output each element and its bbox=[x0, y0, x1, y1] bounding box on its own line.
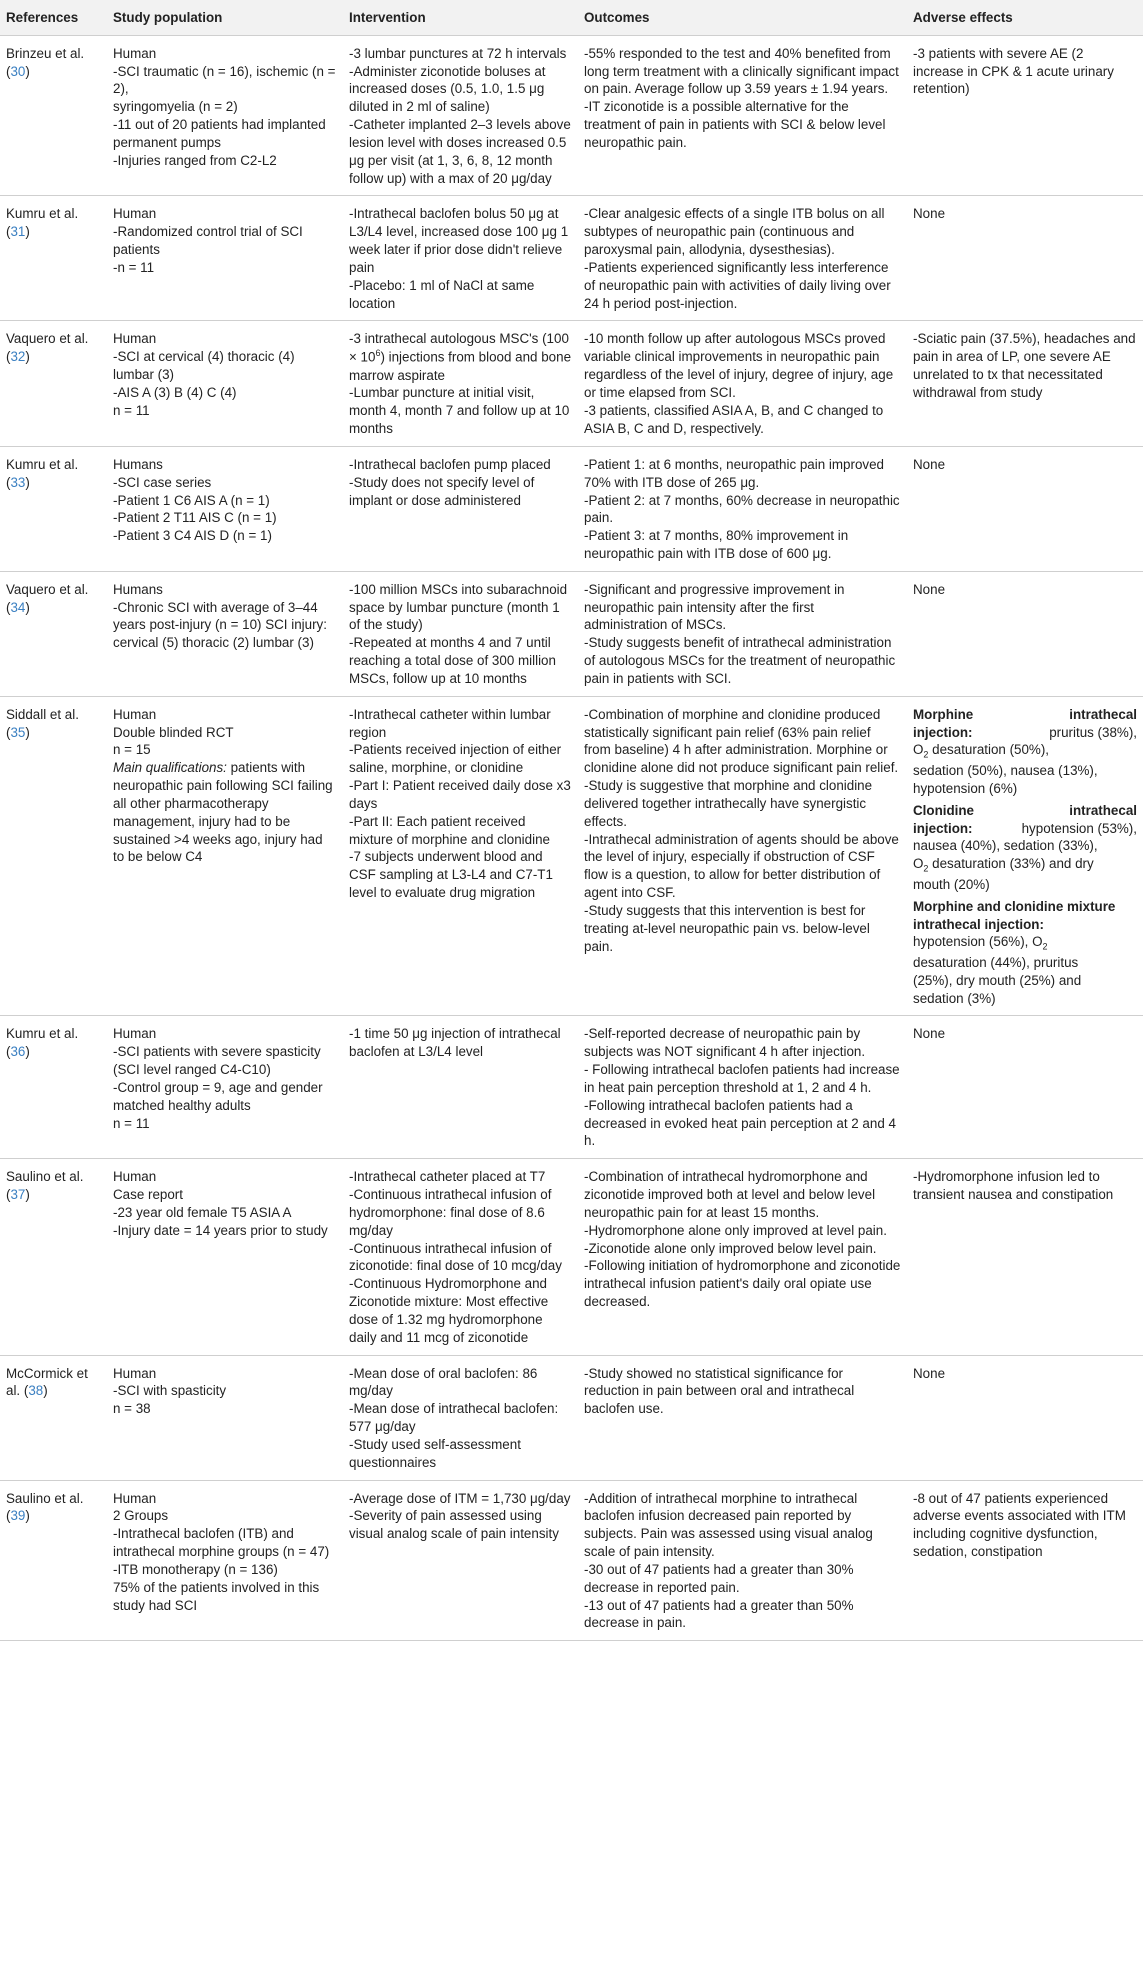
ae-clonidine-line bbox=[913, 820, 1137, 838]
reference-author: Kumru et al. bbox=[6, 456, 79, 472]
population-line: -Patient 2 T11 AIS C (n = 1) bbox=[113, 510, 277, 526]
cell-intervention bbox=[343, 1016, 578, 1159]
population-line: Human bbox=[113, 706, 157, 722]
cell-reference: Vaquero et al. (32) bbox=[0, 321, 107, 446]
intervention-line: -Placebo: 1 ml of NaCl at same location bbox=[349, 277, 535, 311]
table-row bbox=[0, 321, 1143, 446]
population-qualifications-text: patients with neuropathic pain following SCI failing all other pharmacotherapy management, injury had to be sustained >4 weeks ago, injury had to be below C4 bbox=[113, 760, 333, 865]
outcome-line: -Study suggests benefit of intrathecal administration of autologous MSCs for the treatment of neuropathic pain in patients with SCI. bbox=[584, 635, 896, 686]
ae-clonidine-line: mouth (20%) bbox=[913, 876, 990, 892]
header-study-population: Study population bbox=[107, 0, 343, 35]
population-line: -Chronic SCI with average of 3–44 years post-injury (n = 10) SCI injury: cervical (5) thoracic (2) lumbar (3) bbox=[113, 599, 327, 651]
ae-text: desaturation (50%), bbox=[928, 742, 1050, 758]
outcome-line: -Combination of morphine and clonidine produced statistically significant pain relief (63% pain relief from baseline) 4 h after administration. Morphine or clonidine alone did not produce significant pain relief. bbox=[584, 706, 899, 776]
cell-adverse-effects bbox=[907, 1159, 1143, 1355]
ae-morphine-line: hypotension (6%) bbox=[913, 780, 1018, 796]
intervention-line: -Intrathecal catheter within lumbar region bbox=[349, 706, 551, 740]
adverse-effect-line: -Sciatic pain (37.5%), headaches and pain in area of LP, one severe AE unrelated to tx that necessitated withdrawal from study bbox=[913, 331, 1136, 400]
outcome-line: -Following initiation of hydromorphone and ziconotide intrathecal infusion patient's daily oral opiate use decreased. bbox=[584, 1258, 901, 1310]
ae-subscript: 2 bbox=[923, 750, 929, 761]
population-line: Humans bbox=[113, 456, 163, 472]
intervention-line: -3 lumbar punctures at 72 h intervals bbox=[349, 45, 567, 61]
ae-clonidine-heading bbox=[913, 802, 1137, 820]
reference-author: McCormick et al. bbox=[6, 1365, 88, 1399]
ae-mixture-line: sedation (3%) bbox=[913, 990, 996, 1006]
cell-adverse-effects bbox=[907, 1355, 1143, 1480]
adverse-effect-line: None bbox=[913, 1365, 946, 1381]
intervention-text: ) injections from blood and bone marrow aspirate bbox=[349, 349, 572, 383]
cell-study-population bbox=[107, 1159, 343, 1355]
population-line: -Injury date = 14 years prior to study bbox=[113, 1222, 328, 1238]
cell-intervention bbox=[343, 321, 578, 446]
cell-study-population bbox=[107, 321, 343, 446]
cell-reference: Saulino et al. (39) bbox=[0, 1480, 107, 1641]
population-line: Human bbox=[113, 206, 157, 222]
ae-morphine-line bbox=[913, 724, 1137, 742]
ae-mixture-heading: Morphine and clonidine mixture intrathecal injection: bbox=[913, 898, 1116, 932]
outcome-line: -Study suggests that this intervention is best for treating at-level neuropathic pain vs. below-level pain. bbox=[584, 902, 870, 954]
intervention-line: -Administer ziconotide boluses at increased doses (0.5, 1.0, 1.5 μg diluted in 2 ml of saline) bbox=[349, 63, 546, 115]
cell-outcomes bbox=[578, 1480, 907, 1641]
cell-outcomes bbox=[578, 321, 907, 446]
intervention-line: -7 subjects underwent blood and CSF sampling at L3-L4 and C7-T1 level to evaluate drug migration bbox=[349, 849, 553, 901]
cell-study-population bbox=[107, 446, 343, 571]
population-line: Human bbox=[113, 1169, 157, 1185]
outcome-line: -Study is suggestive that morphine and clonidine delivered together intrathecally have synergistic effects. bbox=[584, 778, 873, 829]
intervention-line: -Catheter implanted 2–3 levels above lesion level with doses increased 0.5 μg per visit (at 1, 3, 6, 8, 12 month follow up) with a max of 20 μg/day bbox=[349, 117, 571, 186]
ae-text: desaturation (33%) and dry bbox=[928, 856, 1094, 872]
reference-link[interactable]: 38 bbox=[28, 1383, 44, 1399]
table-row bbox=[0, 1016, 1143, 1159]
population-line: -SCI case series bbox=[113, 474, 212, 490]
population-line: 75% of the patients involved in this study had SCI bbox=[113, 1579, 320, 1613]
intervention-line: -1 time 50 μg injection of intrathecal baclofen at L3/L4 level bbox=[349, 1026, 561, 1060]
intervention-line: -100 million MSCs into subarachnoid space by lumbar puncture (month 1 of the study) bbox=[349, 581, 568, 633]
cell-reference: Kumru et al. (33) bbox=[0, 446, 107, 571]
ae-morphine-label: injection: bbox=[913, 724, 973, 740]
cell-intervention bbox=[343, 1480, 578, 1641]
cell-intervention bbox=[343, 446, 578, 571]
intervention-line: -Study does not specify level of implant or dose administered bbox=[349, 474, 535, 508]
ae-morphine-label: Morphine bbox=[913, 706, 974, 722]
outcome-line: -Intrathecal administration of agents should be above the level of injury, especially if obstruction of CSF flow is a question, to allow for better distribution of agent into CSF. bbox=[584, 831, 899, 901]
cell-outcomes bbox=[578, 1355, 907, 1480]
cell-intervention bbox=[343, 696, 578, 1016]
population-line: -SCI patients with severe spasticity (SCI level ranged C4-C10) bbox=[113, 1044, 321, 1078]
table-row bbox=[0, 446, 1143, 571]
ae-subscript: 2 bbox=[1042, 942, 1048, 953]
cell-adverse-effects bbox=[907, 196, 1143, 321]
ae-clonidine-line: nausea (40%), sedation (33%), bbox=[913, 838, 1098, 854]
population-line: -Injuries ranged from C2-L2 bbox=[113, 152, 277, 168]
ae-morphine-line: sedation (50%), nausea (13%), bbox=[913, 763, 1098, 779]
cell-outcomes bbox=[578, 196, 907, 321]
cell-reference: McCormick et al. (38) bbox=[0, 1355, 107, 1480]
intervention-line: -Part II: Each patient received mixture of morphine and clonidine bbox=[349, 813, 550, 847]
population-line: -AIS A (3) B (4) C (4) bbox=[113, 384, 237, 400]
intervention-line: -Patients received injection of either saline, morphine, or clonidine bbox=[349, 742, 562, 776]
reference-link[interactable]: 34 bbox=[10, 599, 26, 615]
outcome-line: -Clear analgesic effects of a single ITB bolus on all subtypes of neuropathic pain (continuous and paroxysmal pain, allodynia, dysesthesias). bbox=[584, 206, 885, 258]
population-line: Human bbox=[113, 331, 157, 347]
table-body bbox=[0, 35, 1143, 1640]
reference-author: Vaquero et al. bbox=[6, 331, 89, 347]
intervention-line bbox=[349, 330, 572, 384]
reference-author: Saulino et al. bbox=[6, 1490, 84, 1506]
outcome-line: -Patient 1: at 6 months, neuropathic pain improved 70% with ITB dose of 265 μg. bbox=[584, 456, 884, 490]
intervention-superscript: 6 bbox=[375, 348, 381, 359]
population-qualifications-label: Main qualifications: bbox=[113, 760, 227, 776]
population-line: -Patient 3 C4 AIS D (n = 1) bbox=[113, 528, 272, 544]
cell-reference: Brinzeu et al. (30) bbox=[0, 35, 107, 196]
cell-reference: Siddall et al. (35) bbox=[0, 696, 107, 1016]
population-line: n = 11 bbox=[113, 402, 150, 418]
reference-author: Saulino et al. bbox=[6, 1169, 84, 1185]
intervention-line: -Part I: Patient received daily dose x3 days bbox=[349, 778, 571, 811]
cell-study-population bbox=[107, 35, 343, 196]
intervention-line: -Repeated at months 4 and 7 until reaching a total dose of 300 million MSCs, follow up at 10 months bbox=[349, 635, 556, 686]
population-line: Case report bbox=[113, 1187, 183, 1203]
population-line: -ITB monotherapy (n = 136) bbox=[113, 1561, 278, 1577]
table-row bbox=[0, 1480, 1143, 1641]
cell-study-population bbox=[107, 1480, 343, 1641]
cell-reference: Vaquero et al. (34) bbox=[0, 571, 107, 696]
outcome-line: -Ziconotide alone only improved below level pain. bbox=[584, 1240, 877, 1256]
population-line: -23 year old female T5 ASIA A bbox=[113, 1204, 292, 1220]
cell-adverse-effects bbox=[907, 1016, 1143, 1159]
ae-morphine-heading bbox=[913, 706, 1137, 724]
reference-link[interactable]: 30 bbox=[10, 63, 26, 79]
intervention-line: -Intrathecal baclofen bolus 50 μg at L3/L4 level, increased dose 100 μg 1 week later if prior dose didn't relieve pain bbox=[349, 206, 569, 275]
table-row bbox=[0, 696, 1143, 1016]
population-line: -Control group = 9, age and gender matched healthy adults bbox=[113, 1079, 323, 1113]
cell-study-population bbox=[107, 196, 343, 321]
reference-link[interactable]: 32 bbox=[10, 349, 26, 365]
population-line: -11 out of 20 patients had implanted permanent pumps bbox=[113, 117, 326, 150]
cell-outcomes bbox=[578, 696, 907, 1016]
outcome-line: -Following intrathecal baclofen patients had a decreased in evoked heat pain perception at 2 and 4 h. bbox=[584, 1097, 896, 1149]
cell-intervention bbox=[343, 571, 578, 696]
outcome-line: -3 patients, classified ASIA A, B, and C changed to ASIA B, C and D, respectively. bbox=[584, 402, 884, 436]
population-line: n = 11 bbox=[113, 1115, 150, 1131]
intervention-line: -Mean dose of oral baclofen: 86 mg/day bbox=[349, 1365, 538, 1399]
reference-link[interactable]: 33 bbox=[10, 474, 26, 490]
population-line: -Intrathecal baclofen (ITB) and intrathecal morphine groups (n = 47) bbox=[113, 1526, 330, 1560]
intervention-line: -Lumbar puncture at initial visit, month 4, month 7 and follow up at 10 months bbox=[349, 385, 570, 437]
adverse-effect-line: -8 out of 47 patients experienced adverse events associated with ITM including cognitive dysfunction, sedation, constipation bbox=[913, 1490, 1126, 1560]
cell-outcomes bbox=[578, 35, 907, 196]
outcome-line: -Study showed no statistical significance for reduction in pain between oral and intrathecal baclofen use. bbox=[584, 1365, 855, 1417]
ae-clonidine-label: Clonidine bbox=[913, 802, 974, 818]
reference-link[interactable]: 39 bbox=[10, 1508, 26, 1524]
adverse-effect-line: None bbox=[913, 206, 946, 222]
reference-author: Kumru et al. bbox=[6, 206, 79, 222]
population-line: -Patient 1 C6 AIS A (n = 1) bbox=[113, 492, 270, 508]
ae-clonidine-label: injection: bbox=[913, 820, 973, 836]
reference-link[interactable]: 35 bbox=[10, 724, 26, 740]
outcome-line: -Hydromorphone alone only improved at level pain. bbox=[584, 1222, 887, 1238]
population-line: Humans bbox=[113, 581, 163, 597]
population-line: n = 38 bbox=[113, 1401, 151, 1417]
reference-link[interactable]: 36 bbox=[10, 1044, 26, 1060]
population-line: 2 Groups bbox=[113, 1508, 169, 1524]
population-line bbox=[113, 759, 337, 866]
table-row bbox=[0, 35, 1143, 196]
population-line: syringomyelia (n = 2) bbox=[113, 99, 238, 115]
reference-author: Siddall et al. bbox=[6, 706, 79, 722]
intervention-line: -Average dose of ITM = 1,730 μg/day bbox=[349, 1490, 571, 1506]
cell-adverse-effects bbox=[907, 571, 1143, 696]
adverse-effect-line: None bbox=[913, 1026, 946, 1042]
population-line: n = 15 bbox=[113, 742, 151, 758]
ae-morphine-line bbox=[913, 741, 1137, 762]
intervention-line: -Continuous Hydromorphone and Ziconotide mixture: Most effective dose of 1.32 mg hydromorphone daily and 11 mcg of ziconotide bbox=[349, 1276, 549, 1345]
outcome-line: -13 out of 47 patients had a greater than 50% decrease in pain. bbox=[584, 1597, 854, 1631]
population-line: -n = 11 bbox=[113, 259, 155, 275]
outcome-line: -Combination of intrathecal hydromorphone and ziconotide improved both at level and below level neuropathic pain for at least 15 months. bbox=[584, 1169, 876, 1220]
cell-adverse-effects bbox=[907, 321, 1143, 446]
cell-outcomes bbox=[578, 446, 907, 571]
intervention-line: -Continuous intrathecal infusion of hydromorphone: final dose of 8.6 mg/day bbox=[349, 1187, 552, 1238]
intervention-text: -3 intrathecal autologous MSC's (100 × 10 bbox=[349, 331, 569, 365]
ae-clonidine-text: hypotension (53%), bbox=[1021, 820, 1137, 836]
cell-reference: Kumru et al. (31) bbox=[0, 196, 107, 321]
intervention-line: -Continuous intrathecal infusion of ziconotide: final dose of 10 mcg/day bbox=[349, 1240, 562, 1274]
adverse-effect-line: None bbox=[913, 456, 946, 472]
population-line: Human bbox=[113, 1026, 157, 1042]
cell-adverse-effects bbox=[907, 696, 1143, 1016]
outcome-line: -30 out of 47 patients had a greater than 30% decrease in reported pain. bbox=[584, 1561, 854, 1595]
cell-reference: Kumru et al. (36) bbox=[0, 1016, 107, 1159]
reference-author: Vaquero et al. bbox=[6, 581, 89, 597]
cell-outcomes bbox=[578, 1159, 907, 1355]
intervention-line: -Intrathecal baclofen pump placed bbox=[349, 456, 551, 472]
cell-study-population bbox=[107, 571, 343, 696]
cell-outcomes bbox=[578, 571, 907, 696]
cell-adverse-effects bbox=[907, 446, 1143, 571]
cell-study-population bbox=[107, 696, 343, 1016]
population-line: Double blinded RCT bbox=[113, 724, 234, 740]
intervention-line: -Intrathecal catheter placed at T7 bbox=[349, 1169, 546, 1185]
population-line: -SCI traumatic (n = 16), ischemic (n = 2), bbox=[113, 63, 336, 97]
intervention-line: -Study used self-assessment questionnaires bbox=[349, 1436, 521, 1470]
table-row bbox=[0, 1355, 1143, 1480]
table-row bbox=[0, 196, 1143, 321]
outcome-line: -Patient 3: at 7 months, 80% improvement in neuropathic pain with ITB dose of 600 μg. bbox=[584, 528, 849, 561]
population-line: -SCI with spasticity bbox=[113, 1383, 227, 1399]
adverse-effect-line: -Hydromorphone infusion led to transient nausea and constipation bbox=[913, 1169, 1114, 1203]
header-references: References bbox=[0, 0, 107, 35]
population-line: -SCI at cervical (4) thoracic (4) lumbar (3) bbox=[113, 349, 295, 383]
population-line: -Randomized control trial of SCI patients bbox=[113, 224, 303, 258]
reference-link[interactable]: 37 bbox=[10, 1187, 26, 1203]
header-row bbox=[0, 0, 1143, 35]
outcome-line: -Addition of intrathecal morphine to intrathecal baclofen infusion decreased pain reported by subjects. Pain was assessed using visual analog scale of pain intensity. bbox=[584, 1490, 873, 1560]
outcome-line: -Patients experienced significantly less interference of neuropathic pain with activities of daily living over 24 h period post-injection. bbox=[584, 259, 891, 311]
ae-morphine-text: pruritus (38%), bbox=[1049, 724, 1137, 740]
outcome-line: -10 month follow up after autologous MSCs proved variable clinical improvements in neuropathic pain regardless of the level of injury, degree of injury, age or time elapsed from SCI. bbox=[584, 331, 894, 400]
cell-reference: Saulino et al. (37) bbox=[0, 1159, 107, 1355]
cell-adverse-effects bbox=[907, 1480, 1143, 1641]
ae-mixture-line: (25%), dry mouth (25%) and bbox=[913, 972, 1082, 988]
cell-intervention bbox=[343, 35, 578, 196]
population-line: Human bbox=[113, 1365, 157, 1381]
ae-clonidine-line bbox=[913, 855, 1137, 876]
ae-text: O bbox=[913, 856, 924, 872]
outcome-line: -IT ziconotide is a possible alternative for the treatment of pain in patients with SCI & below level neuropathic pain. bbox=[584, 99, 886, 150]
intervention-line: -Mean dose of intrathecal baclofen: 577 μg/day bbox=[349, 1401, 559, 1435]
cell-study-population bbox=[107, 1016, 343, 1159]
reference-author: Brinzeu et al. bbox=[6, 45, 85, 61]
header-intervention: Intervention bbox=[343, 0, 578, 35]
cell-outcomes bbox=[578, 1016, 907, 1159]
ae-clonidine-label: intrathecal bbox=[1069, 802, 1137, 818]
cell-study-population bbox=[107, 1355, 343, 1480]
outcome-line: - Following intrathecal baclofen patients had increase in heat pain perception threshold at 1, 2 and 4 h. bbox=[584, 1062, 900, 1095]
table-row bbox=[0, 571, 1143, 696]
table-header bbox=[0, 0, 1143, 35]
outcome-line: -Self-reported decrease of neuropathic pain by subjects was NOT significant 4 h after injection. bbox=[584, 1026, 866, 1060]
ae-text: hypotension (56%), O bbox=[913, 934, 1043, 950]
reference-link[interactable]: 31 bbox=[10, 224, 26, 240]
cell-intervention bbox=[343, 1159, 578, 1355]
ae-morphine-label: intrathecal bbox=[1069, 706, 1137, 722]
header-adverse-effects: Adverse effects bbox=[907, 0, 1143, 35]
outcome-line: -55% responded to the test and 40% benefited from long term treatment with a clinically significant impact on pain. Average follow up 3.59 years ± 1.94 years. bbox=[584, 45, 899, 97]
table-row bbox=[0, 1159, 1143, 1355]
header-outcomes: Outcomes bbox=[578, 0, 907, 35]
population-line: Human bbox=[113, 1490, 157, 1506]
ae-mixture-line bbox=[913, 933, 1137, 954]
ae-subscript: 2 bbox=[923, 863, 929, 874]
ae-text: O bbox=[913, 742, 924, 758]
outcome-line: -Significant and progressive improvement in neuropathic pain intensity after the first administration of MSCs. bbox=[584, 581, 845, 633]
cell-intervention bbox=[343, 1355, 578, 1480]
adverse-effect-line: None bbox=[913, 581, 946, 597]
adverse-effect-line: -3 patients with severe AE (2 increase in CPK & 1 acute urinary retention) bbox=[913, 45, 1114, 97]
cell-intervention bbox=[343, 196, 578, 321]
intervention-line: -Severity of pain assessed using visual analog scale of pain intensity bbox=[349, 1508, 559, 1542]
ae-mixture-line: desaturation (44%), pruritus bbox=[913, 955, 1079, 970]
cell-adverse-effects bbox=[907, 35, 1143, 196]
outcome-line: -Patient 2: at 7 months, 60% decrease in neuropathic pain. bbox=[584, 492, 900, 526]
reference-author: Kumru et al. bbox=[6, 1026, 79, 1042]
population-line: Human bbox=[113, 45, 157, 61]
